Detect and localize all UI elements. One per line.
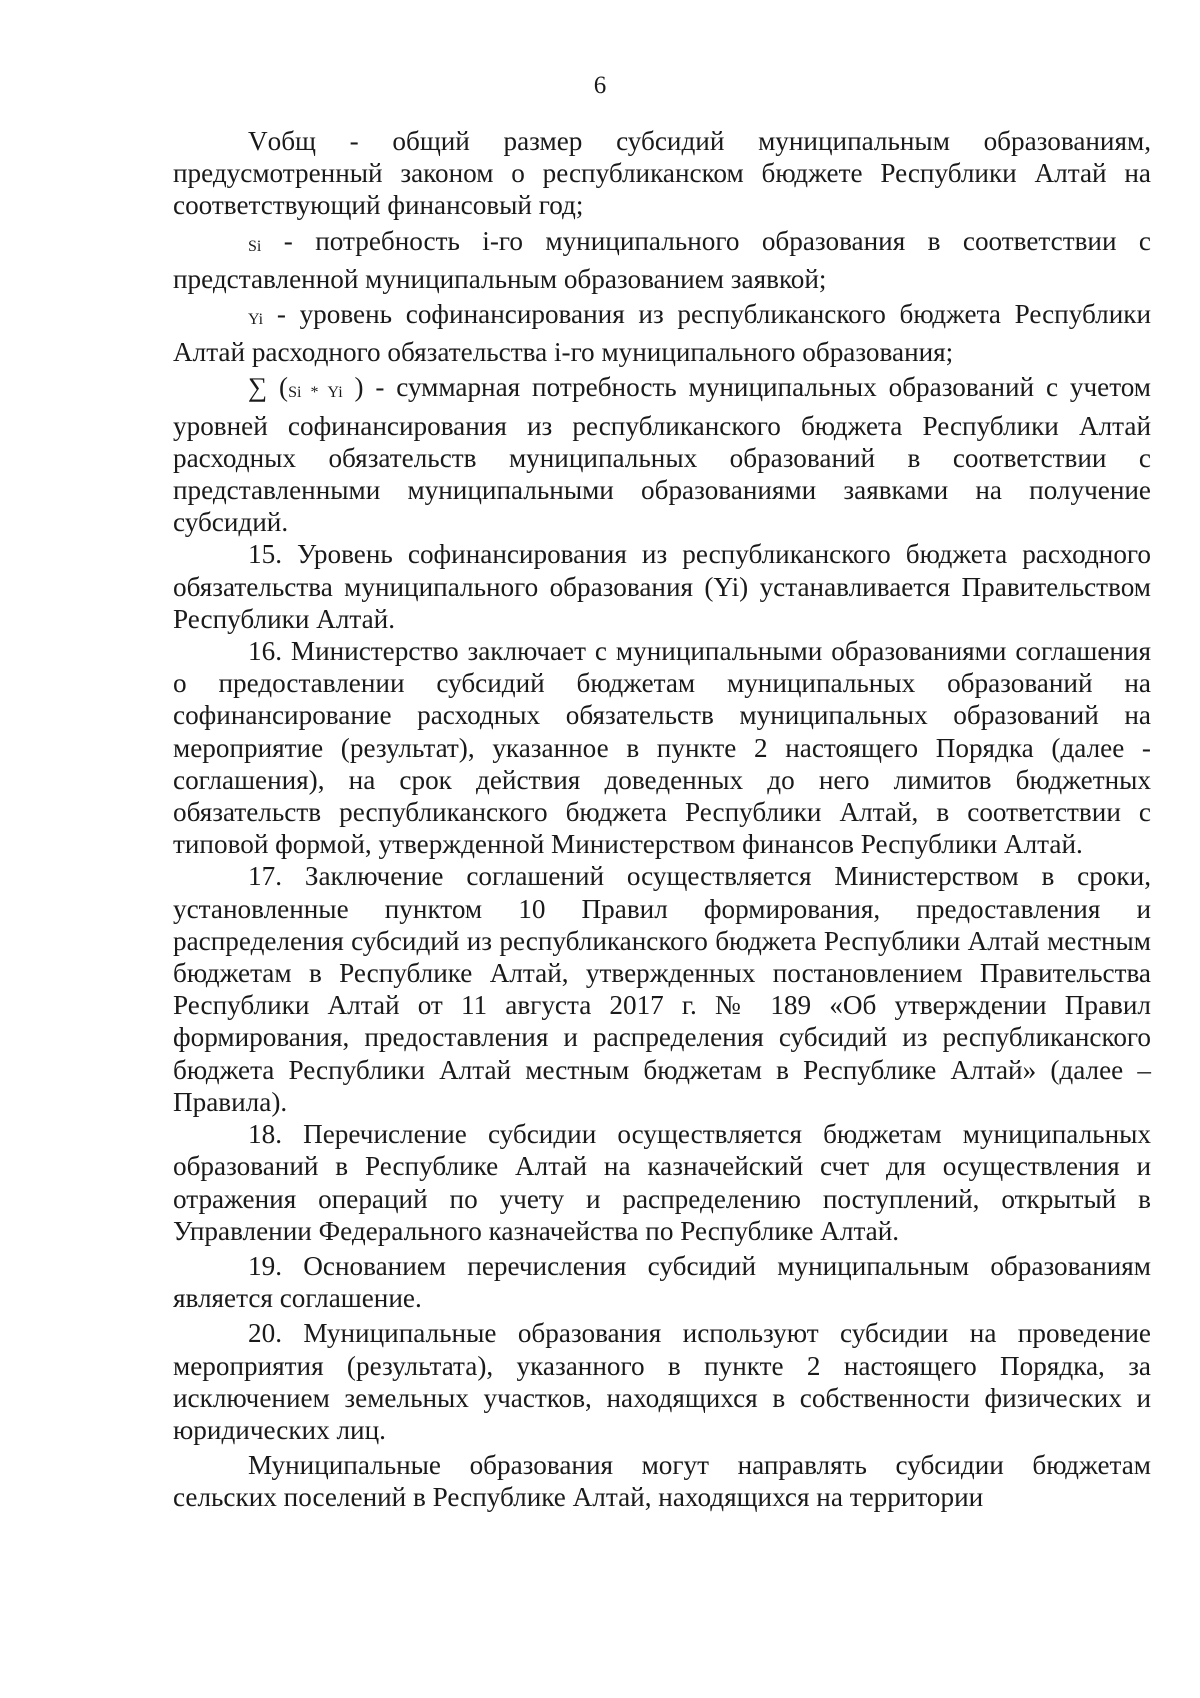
paragraph-17: 17. Заключение соглашений осуществляется Министерством в сроки, установленные пунктом 10 Правил формирования, предоставления и распределения субсидий из республиканского бюджета Республики Алтай местным бюджетам в Республике Алтай, утвержденных постановлением Правительства Республики Алтай от 11 августа 2017 г. № 189 «Об утверждении Правил формирования, предоставления и распределения субсидий из республиканского бюджета Республики Алтай местным бюджетам в Республике Алтай» (далее – Правила). <box>173 861 1151 1117</box>
vobsh-text: - общий размер субсидий муниципальным образованиям, предусмотренный законом о республиканском бюджете Республики Алтай на соответствующий финансовый год; <box>173 126 1151 221</box>
si-text: - потребность i-го муниципального образования в соответствии с представленной муниципальным образованием заявкой; <box>173 225 1151 294</box>
yi-text: - уровень софинансирования из республиканского бюджета Республики Алтай расходного обязательства i-го муниципального образования; <box>173 299 1151 368</box>
sum-yi-symbol: Yi <box>327 384 343 402</box>
document-body <box>173 125 1151 1514</box>
paragraph-18: 18. Перечисление субсидии осуществляется бюджетам муниципальных образований в Республике Алтай на казначейский счет для осуществления и отражения операций по учету и распределению поступлений, открытый в Управлении Федерального казначейства по Республике Алтай. <box>173 1119 1151 1246</box>
sum-close-paren: ) <box>342 372 364 403</box>
definition-yi <box>173 298 1151 368</box>
sum-si-symbol: Si <box>288 384 302 402</box>
sigma-symbol: ∑ <box>248 372 268 403</box>
page-number: 6 <box>593 72 607 99</box>
paragraph-16: 16. Министерство заключает с муниципальными образованиями соглашения о предоставлении субсидий бюджетам муниципальных образований на софинансирование расходных обязательств муниципальных образований на мероприятие (результат), указанное в пункте 2 настоящего Порядка (далее - соглашения), на срок действия доведенных до него лимитов бюджетных обязательств республиканского бюджета Республики Алтай, в соответствии с типовой формой, утвержденной Министерством финансов Республики Алтай. <box>173 636 1151 860</box>
definition-sum <box>173 371 1151 538</box>
sum-open-paren: ( <box>267 372 289 403</box>
paragraph-20: 20. Муниципальные образования используют субсидии на проведение мероприятия (результата), указанного в пункте 2 настоящего Порядка, за исключением земельных участков, находящихся в собственности физических и юридических лиц. <box>173 1318 1151 1445</box>
paragraph-19: 19. Основанием перечисления субсидий муниципальным образованиям является соглашение. <box>173 1250 1151 1314</box>
vobsh-symbol: Vобщ <box>248 126 316 156</box>
sum-text: - суммарная потребность муниципальных образований с учетом уровней софинансирования из республиканского бюджета Республики Алтай расходных обязательств муниципальных образований в соответствии с представленными муниципальными образованиями заявками на получение субсидий. <box>173 372 1152 538</box>
si-symbol: Si <box>248 237 262 255</box>
sum-mult-symbol: * <box>301 384 328 402</box>
paragraph-municipal-subsidies: Муниципальные образования могут направлять субсидии бюджетам сельских поселений в Республике Алтай, находящихся на территории <box>173 1450 1151 1513</box>
definition-si <box>173 225 1151 295</box>
yi-symbol: Yi <box>248 311 264 329</box>
paragraph-15: 15. Уровень софинансирования из республиканского бюджета расходного обязательства муниципального образования (Yi) устанавливается Правительством Республики Алтай. <box>173 539 1151 634</box>
definition-vobsh <box>173 125 1151 222</box>
